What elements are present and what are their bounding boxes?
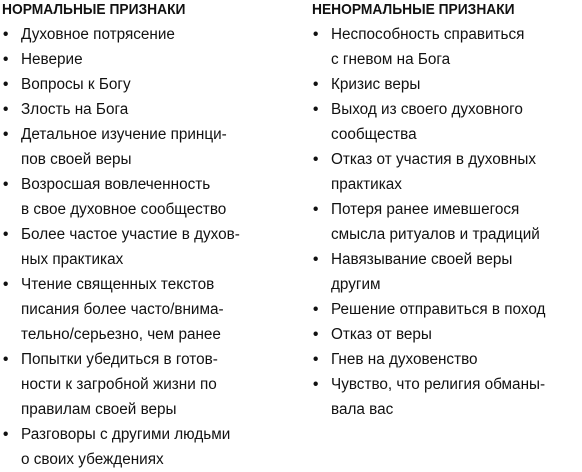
bullet-icon: • [313, 376, 319, 393]
list-item [2, 22, 280, 47]
bullet-icon: • [3, 276, 9, 293]
abnormal-signs-column [312, 0, 582, 422]
list-item-text: Возросшая вовлеченность [21, 176, 211, 193]
list-item-text: Навязывание своей веры [331, 251, 513, 268]
list-item-text: Более частое участие в духов- [21, 226, 240, 243]
list-item [2, 97, 280, 122]
list-item-text: о своих убеждениях [21, 451, 164, 468]
bullet-icon: • [3, 226, 9, 243]
list-item-text: Злость на Бога [21, 101, 129, 118]
list-item-text: практиках [331, 176, 402, 193]
bullet-icon: • [313, 101, 319, 118]
list-item [312, 72, 582, 97]
bullet-icon: • [3, 351, 9, 368]
list-item-text: тельно/серьезно, чем ранее [21, 326, 221, 343]
list-item-text: вала вас [331, 401, 394, 418]
bullet-icon: • [3, 101, 9, 118]
normal-signs-list [2, 22, 280, 472]
list-item-text: Выход из своего духовного [331, 101, 523, 118]
bullet-icon: • [3, 51, 9, 68]
list-item [312, 322, 582, 347]
list-item [2, 172, 280, 222]
list-item [312, 297, 582, 322]
list-item [2, 47, 280, 72]
list-item-text: правилам своей веры [21, 401, 177, 418]
abnormal-signs-list [312, 22, 582, 422]
list-item [2, 122, 280, 172]
list-item-text: пов своей веры [21, 151, 132, 168]
list-item [312, 247, 582, 297]
abnormal-signs-heading: НЕНОРМАЛЬНЫЕ ПРИЗНАКИ [312, 1, 515, 18]
bullet-icon: • [313, 301, 319, 318]
list-item-text: Неспособность справиться [331, 26, 525, 43]
list-item-text: другим [331, 276, 381, 293]
list-item-text: Решение отправиться в поход [331, 301, 546, 318]
bullet-icon: • [3, 126, 9, 143]
list-item-text: Неверие [21, 51, 83, 68]
list-item-text: Отказ от участия в духовных [331, 151, 536, 168]
list-item [312, 97, 582, 147]
list-item [312, 22, 582, 72]
bullet-icon: • [313, 76, 319, 93]
bullet-icon: • [3, 26, 9, 43]
list-item [312, 372, 582, 422]
list-item-text: Чтение священных текстов [21, 276, 215, 293]
list-item-text: смысла ритуалов и традиций [331, 226, 540, 243]
bullet-icon: • [3, 176, 9, 193]
bullet-icon: • [313, 351, 319, 368]
normal-signs-column [2, 0, 280, 472]
normal-signs-heading: НОРМАЛЬНЫЕ ПРИЗНАКИ [2, 1, 186, 18]
list-item-text: писания более часто/внима- [21, 301, 224, 318]
list-item-text: Кризис веры [331, 76, 421, 93]
bullet-icon: • [313, 251, 319, 268]
bullet-icon: • [313, 26, 319, 43]
list-item-text: Разговоры с другими людьми [21, 426, 231, 443]
bullet-icon: • [3, 76, 9, 93]
list-item [2, 422, 280, 472]
list-item-text: сообщества [331, 126, 417, 143]
bullet-icon: • [313, 326, 319, 343]
list-item [312, 347, 582, 372]
list-item-text: Гнев на духовенство [331, 351, 478, 368]
list-item [2, 72, 280, 97]
list-item-text: Чувство, что религия обманы- [331, 376, 546, 393]
bullet-icon: • [3, 426, 9, 443]
list-item [2, 222, 280, 272]
list-item [2, 347, 280, 422]
list-item [2, 272, 280, 347]
list-item-text: Попытки убедиться в готов- [21, 351, 218, 368]
list-item-text: Отказ от веры [331, 326, 432, 343]
list-item [312, 147, 582, 197]
list-item-text: Духовное потрясение [21, 26, 175, 43]
list-item-text: Потеря ранее имевшегося [331, 201, 520, 218]
bullet-icon: • [313, 151, 319, 168]
list-item-text: ных практиках [21, 251, 124, 268]
list-item [312, 197, 582, 247]
list-item-text: Вопросы к Богу [21, 76, 131, 93]
list-item-text: Детальное изучение принци- [21, 126, 227, 143]
list-item-text: с гневом на Бога [331, 51, 451, 68]
bullet-icon: • [313, 201, 319, 218]
list-item-text: ности к загробной жизни по [21, 376, 217, 393]
list-item-text: в свое духовное сообщество [21, 201, 227, 218]
